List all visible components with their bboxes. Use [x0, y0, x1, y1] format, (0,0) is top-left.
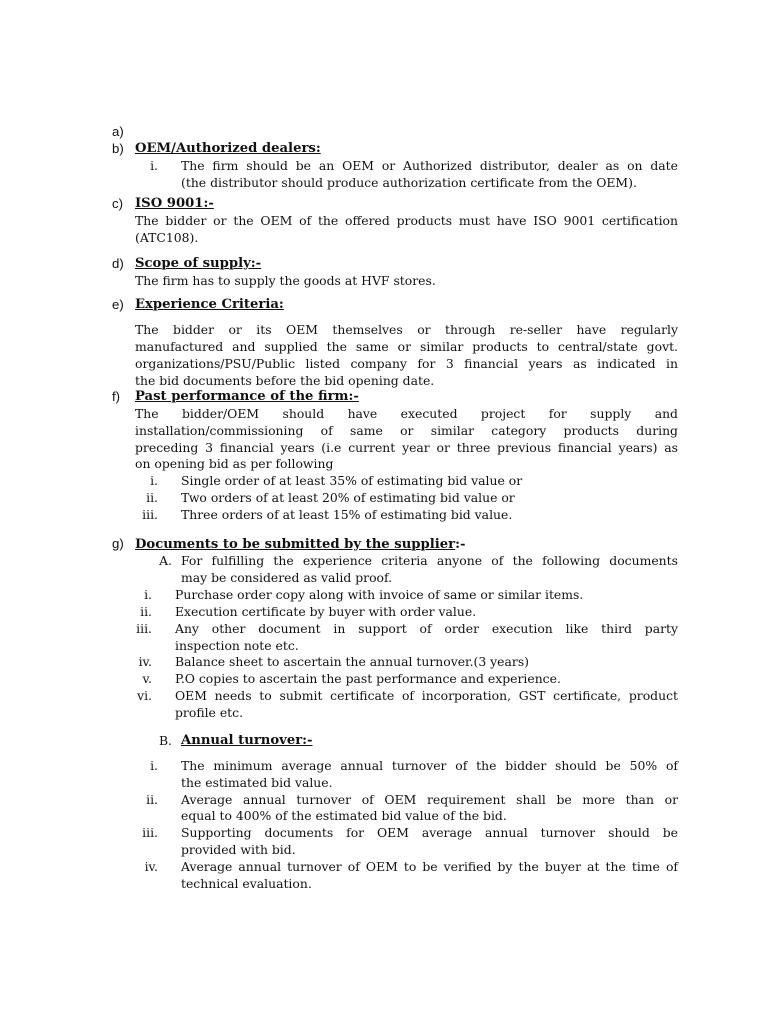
list-number: v.: [142, 671, 152, 686]
list-item-text: P.O copies to ascertain the past performance and experience.: [175, 671, 561, 686]
paragraph-line: The firm has to supply the goods at HVF stores.: [135, 273, 436, 288]
list-item-text: Balance sheet to ascertain the annual turnover.(3 years): [175, 654, 530, 669]
list-number: i.: [150, 158, 158, 173]
section-heading-documents-text: Documents to be submitted by the supplier: [135, 537, 456, 552]
item-g-marker: g): [112, 536, 124, 551]
paragraph-line: For fulfilling the experience criteria anyone of the following documents: [181, 553, 678, 568]
paragraph-line: preceding 3 financial years (i.e current year or three previous financial years) as: [135, 440, 678, 455]
section-heading-iso: ISO 9001:-: [135, 196, 214, 211]
sublist-label-a: A.: [159, 553, 172, 568]
list-number: i.: [144, 587, 152, 602]
paragraph-line: manufactured and supplied the same or similar products to central/state govt.: [135, 339, 678, 354]
list-number: i.: [150, 758, 158, 773]
list-number: iii.: [136, 621, 152, 636]
sublist-label-b: B.: [158, 733, 172, 748]
list-number: ii.: [140, 604, 152, 619]
paragraph-line: (ATC108).: [135, 230, 199, 245]
paragraph-line: installation/commissioning of same or similar category products during: [135, 423, 678, 438]
list-item-text: (the distributor should produce authorization certificate from the OEM).: [181, 175, 637, 190]
section-heading-annual-turnover: Annual turnover:-: [181, 733, 313, 748]
list-number: iii.: [142, 507, 158, 522]
list-item-text: Average annual turnover of OEM to be verified by the buyer at the time of: [181, 859, 678, 874]
section-heading-past-performance: Past performance of the firm:-: [135, 389, 359, 404]
list-item-text: Purchase order copy along with invoice of same or similar items.: [175, 587, 584, 602]
paragraph-line: organizations/PSU/Public listed company for 3 financial years as indicated in: [135, 356, 678, 371]
paragraph-line: on opening bid as per following: [135, 456, 334, 471]
item-e-marker: e): [112, 297, 124, 312]
list-number: vi.: [137, 688, 152, 703]
list-item-text: OEM needs to submit certificate of incorporation, GST certificate, product: [175, 688, 678, 703]
section-heading-oem: OEM/Authorized dealers:: [135, 141, 321, 156]
list-item-text: Execution certificate by buyer with order value.: [175, 604, 477, 619]
list-number: ii.: [146, 792, 158, 807]
list-item-text: Any other document in support of order execution like third party: [175, 621, 678, 636]
list-number: ii.: [146, 490, 158, 505]
section-heading-experience: Experience Criteria:: [135, 297, 284, 312]
item-b-marker: b): [112, 141, 124, 156]
list-item-text: Three orders of at least 15% of estimating bid value.: [181, 507, 513, 522]
item-a-marker: a): [112, 124, 124, 139]
list-item-text: Average annual turnover of OEM requirement shall be more than or: [181, 792, 678, 807]
item-c-marker: c): [112, 196, 123, 211]
list-number: i.: [150, 473, 158, 488]
list-number: iv.: [138, 654, 152, 669]
list-number: iii.: [142, 825, 158, 840]
item-f-marker: f): [112, 389, 121, 404]
list-item-text: Supporting documents for OEM average annual turnover should be: [181, 825, 678, 840]
list-item-text: provided with bid.: [181, 842, 296, 857]
section-heading-documents-suffix: :-: [455, 537, 466, 552]
list-number: iv.: [144, 859, 158, 874]
list-item-text: Two orders of at least 20% of estimating bid value or: [181, 490, 515, 505]
section-heading-scope: Scope of supply:-: [135, 256, 262, 271]
list-item-text: equal to 400% of the estimated bid value of the bid.: [181, 808, 507, 823]
list-item-text: The minimum average annual turnover of the bidder should be 50% of: [181, 758, 678, 773]
paragraph-line: The bidder or the OEM of the offered products must have ISO 9001 certification: [135, 213, 678, 228]
list-item-text: profile etc.: [175, 705, 244, 720]
section-heading-documents: [135, 536, 465, 554]
item-d-marker: d): [112, 256, 124, 271]
paragraph-line: The bidder or its OEM themselves or through re-seller have regularly: [135, 322, 678, 337]
list-item-text: the estimated bid value.: [181, 775, 333, 790]
paragraph-line: The bidder/OEM should have executed project for supply and: [135, 406, 678, 421]
list-item-text: Single order of at least 35% of estimating bid value or: [181, 473, 523, 488]
list-item-text: The firm should be an OEM or Authorized distributor, dealer as on date: [181, 158, 678, 173]
list-item-text: technical evaluation.: [181, 876, 312, 891]
list-item-text: inspection note etc.: [175, 638, 299, 653]
paragraph-line: may be considered as valid proof.: [181, 570, 393, 585]
paragraph-line: the bid documents before the bid opening date.: [135, 373, 435, 388]
